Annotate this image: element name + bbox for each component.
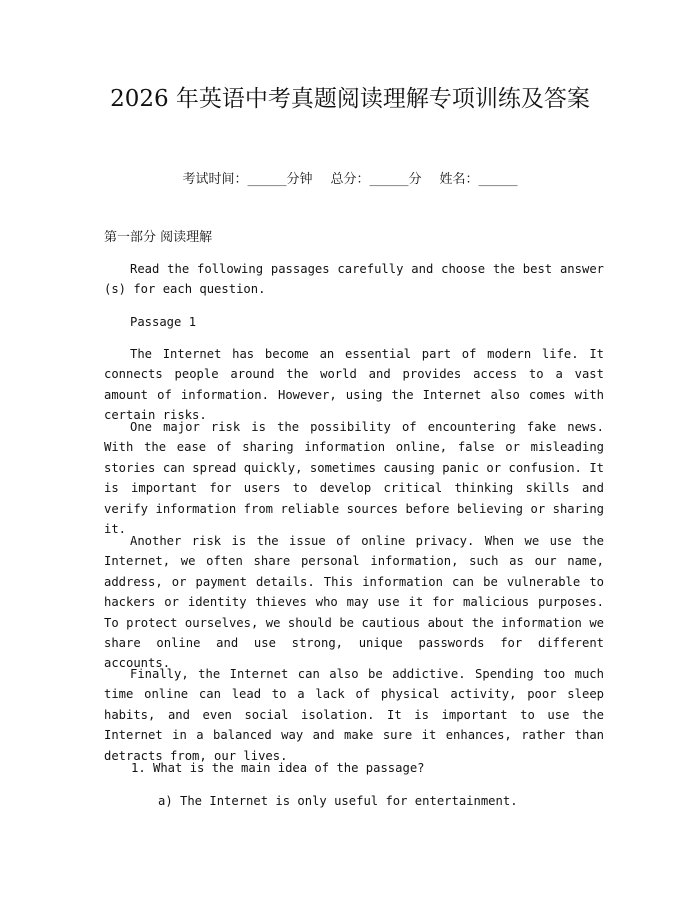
exam-meta [0,168,700,187]
paragraph-2: One major risk is the possibility of encountering fake news. With the ease of sharing information online, false or misleading stories can spread quickly, sometimes causing panic or confusion. It is important for users to develop critical thinking skills and verify information from reliable sources before believing or sharing it. [104,420,604,537]
paragraph-4: Finally, the Internet can also be addictive. Spending too much time online can lead to a lack of physical activity, poor sleep habits, and even social isolation. It is important to use the Internet in a balanced way and make sure it enhances, rather than detracts from, our lives. [104,667,604,763]
question-1: 1. What is the main idea of the passage? [131,761,425,775]
paragraph-1: The Internet has become an essential part of modern life. It connects people around the world and provides access to a vast amount of information. However, using the Internet also comes with certain risks. [104,347,604,423]
total-score-field: 总分：______分 [330,172,422,187]
section-title: 第一部分 阅读理解 [104,230,213,245]
student-name-field: 姓名：______ [439,172,518,187]
paragraph-3: Another risk is the issue of online privacy. When we use the Internet, we often share personal information, such as our name, address, or payment details. This information can be vulnerable to hackers or identity thieves who may use it for malicious purposes. To protect ourselves, we should be cautious about the information we share online and use strong, unique passwords for different accounts. [104,534,604,671]
exam-time-field: 考试时间：______分钟 [182,172,313,187]
question-1-option-a: a) The Internet is only useful for entertainment. [158,794,518,808]
instruction-text: Read the following passages carefully and choose the best answer (s) for each question. [104,262,604,297]
document-title: 2026 年英语中考真题阅读理解专项训练及答案 [110,86,590,112]
passage-label: Passage 1 [130,315,197,329]
